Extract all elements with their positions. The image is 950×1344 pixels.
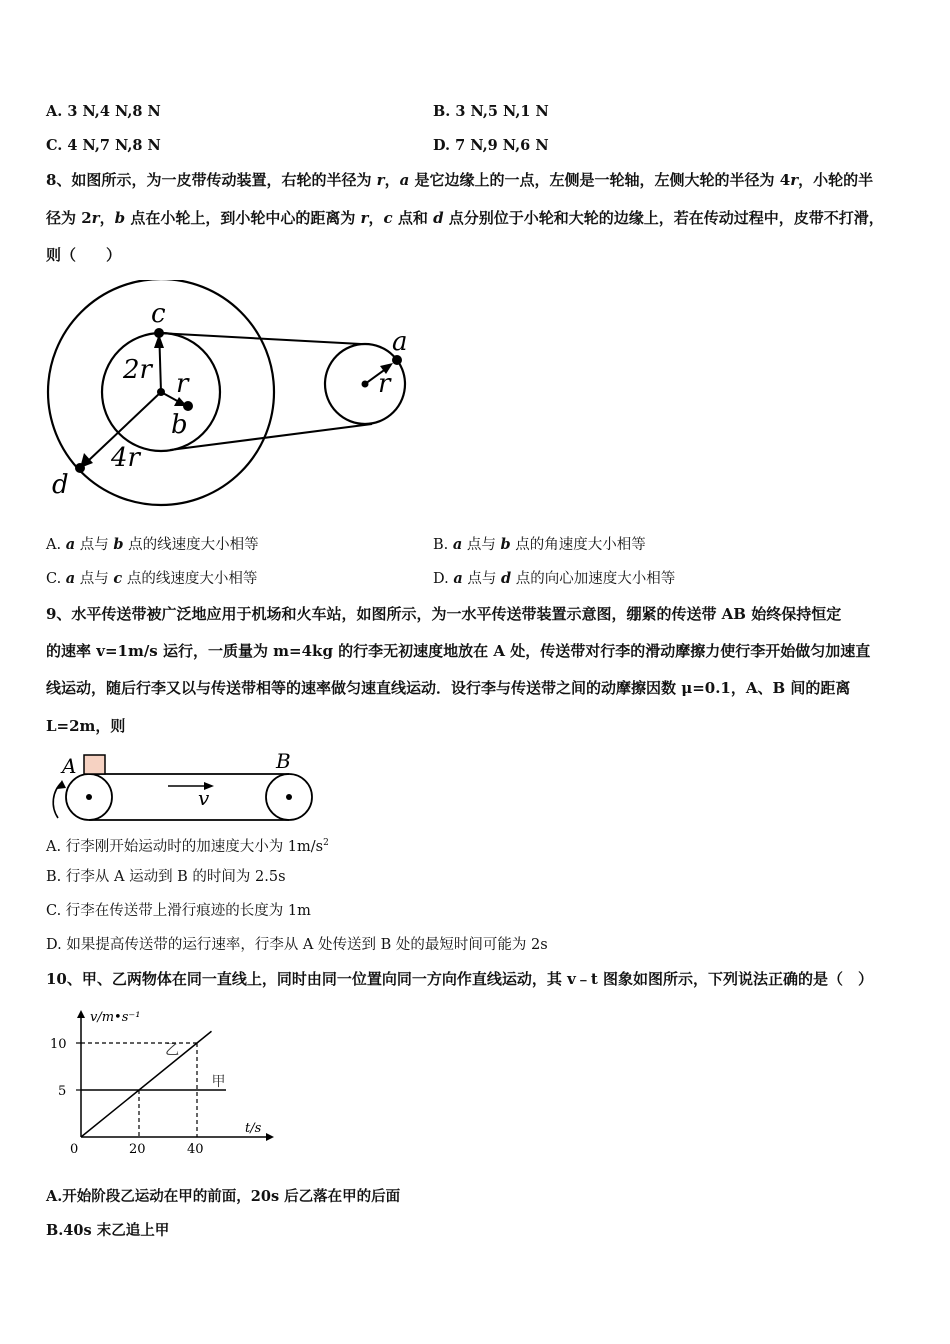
q8-option-d: D. a 点与 d 点的向心加速度大小相等 [433, 570, 676, 587]
q7-option-b: B. 3 N,5 N,1 N [433, 103, 549, 120]
right-roller-axle [286, 794, 292, 800]
series-yi-label: 乙 [165, 1042, 180, 1059]
q9-stem-line4: L=2m，则 [46, 717, 126, 735]
label-A: A [62, 754, 77, 778]
q7-option-c: C. 4 N,7 N,8 N [46, 137, 161, 154]
q9-option-d: D. 如果提高传送带的运行速率，行李从 A 处传送到 B 处的最短时间可能为 2s [46, 937, 548, 953]
series-jia-label: 甲 [211, 1074, 226, 1090]
q10-option-a: A.开始阶段乙运动在甲的前面，20s 后乙落在甲的后面 [46, 1188, 401, 1205]
conveyor-figure [40, 748, 330, 828]
q8-option-b: B. a 点与 b 点的角速度大小相等 [433, 536, 646, 553]
belt-drive-figure [40, 280, 420, 510]
label-r-small: r [176, 369, 189, 399]
x-axis-label: t/s [245, 1121, 262, 1136]
label-b: b [171, 410, 188, 440]
q9-stem-line2: 的速率 v=1m/s 运行，一质量为 m=4kg 的行李无初速度地放在 A 处，传送带对行李的滑动摩擦力使行李开始做匀加速直 [46, 642, 871, 660]
x-tick-label-20: 20 [129, 1142, 146, 1157]
q7-option-a: A. 3 N,4 N,8 N [46, 103, 161, 120]
q9-option-c: C. 行李在传送带上滑行痕迹的长度为 1m [46, 903, 311, 919]
y-tick-label-5: 5 [58, 1084, 67, 1099]
rotation-arrow-head [57, 780, 66, 789]
y-axis-label: v/m•s⁻¹ [90, 1010, 141, 1025]
q8-option-c: C. a 点与 c 点的线速度大小相等 [46, 570, 258, 587]
radius-2r-line [160, 343, 162, 392]
chart-marks [50, 1031, 226, 1157]
label-B: B [276, 749, 291, 773]
series-yi-line [81, 1031, 212, 1137]
q7-option-d: D. 7 N,9 N,6 N [433, 137, 549, 154]
label-d: d [52, 470, 69, 500]
label-r-right: r [378, 369, 391, 399]
q9-option-a: A. 行李刚开始运动时的加速度大小为 $1m/s^2$ [46, 838, 329, 855]
arrow-4r-head [80, 453, 93, 468]
x-tick-label-40: 40 [187, 1142, 204, 1157]
q10-option-b: B.40s 末乙追上甲 [46, 1222, 170, 1239]
q10-stem: 10、甲、乙两物体在同一直线上，同时由同一位置向同一方向作直线运动，其 v﹣t 图象如图所示，下列说法正确的是（ ） [46, 970, 873, 988]
q9-option-b: B. 行李从 A 运动到 B 的时间为 2.5s [46, 869, 286, 885]
luggage-box [84, 755, 105, 774]
label-a: a [392, 327, 408, 357]
q9-stem-line3: 线运动，随后行李又以与传送带相等的速率做匀速直线运动．设行李与传送带之间的动摩擦因数 μ=0.1，A、B 间的距离 [46, 679, 851, 697]
q8-stem-line1: 8、如图所示，为一皮带传动装置，右轮的半径为 r，a 是它边缘上的一点，左侧是一轮轴，左侧大轮的半径为 4r，小轮的半 [46, 171, 874, 189]
q8-option-a: A. a 点与 b 点的线速度大小相等 [46, 536, 259, 553]
label-v: v [198, 786, 210, 810]
vt-chart [40, 1000, 280, 1165]
label-4r: 4r [111, 443, 140, 473]
q9-stem-line1: 9、水平传送带被广泛地应用于机场和火车站，如图所示，为一水平传送带装置示意图，绷紧的传送带 AB 始终保持恒定 [46, 605, 842, 623]
label-2r: 2r [123, 355, 152, 385]
q8-stem-line3: 则（ ） [46, 246, 122, 264]
y-tick-label-10: 10 [50, 1037, 67, 1052]
origin-label: 0 [70, 1142, 79, 1157]
left-roller-axle [86, 794, 92, 800]
label-c: c [151, 299, 166, 329]
y-axis-arrow [77, 1010, 85, 1018]
q8-stem-line2: 径为 2r，b 点在小轮上，到小轮中心的距离为 r，c 点和 d 点分别位于小轮和大轮的边缘上，若在传动过程中，皮带不打滑， [46, 209, 884, 227]
x-axis-arrow [266, 1133, 274, 1141]
